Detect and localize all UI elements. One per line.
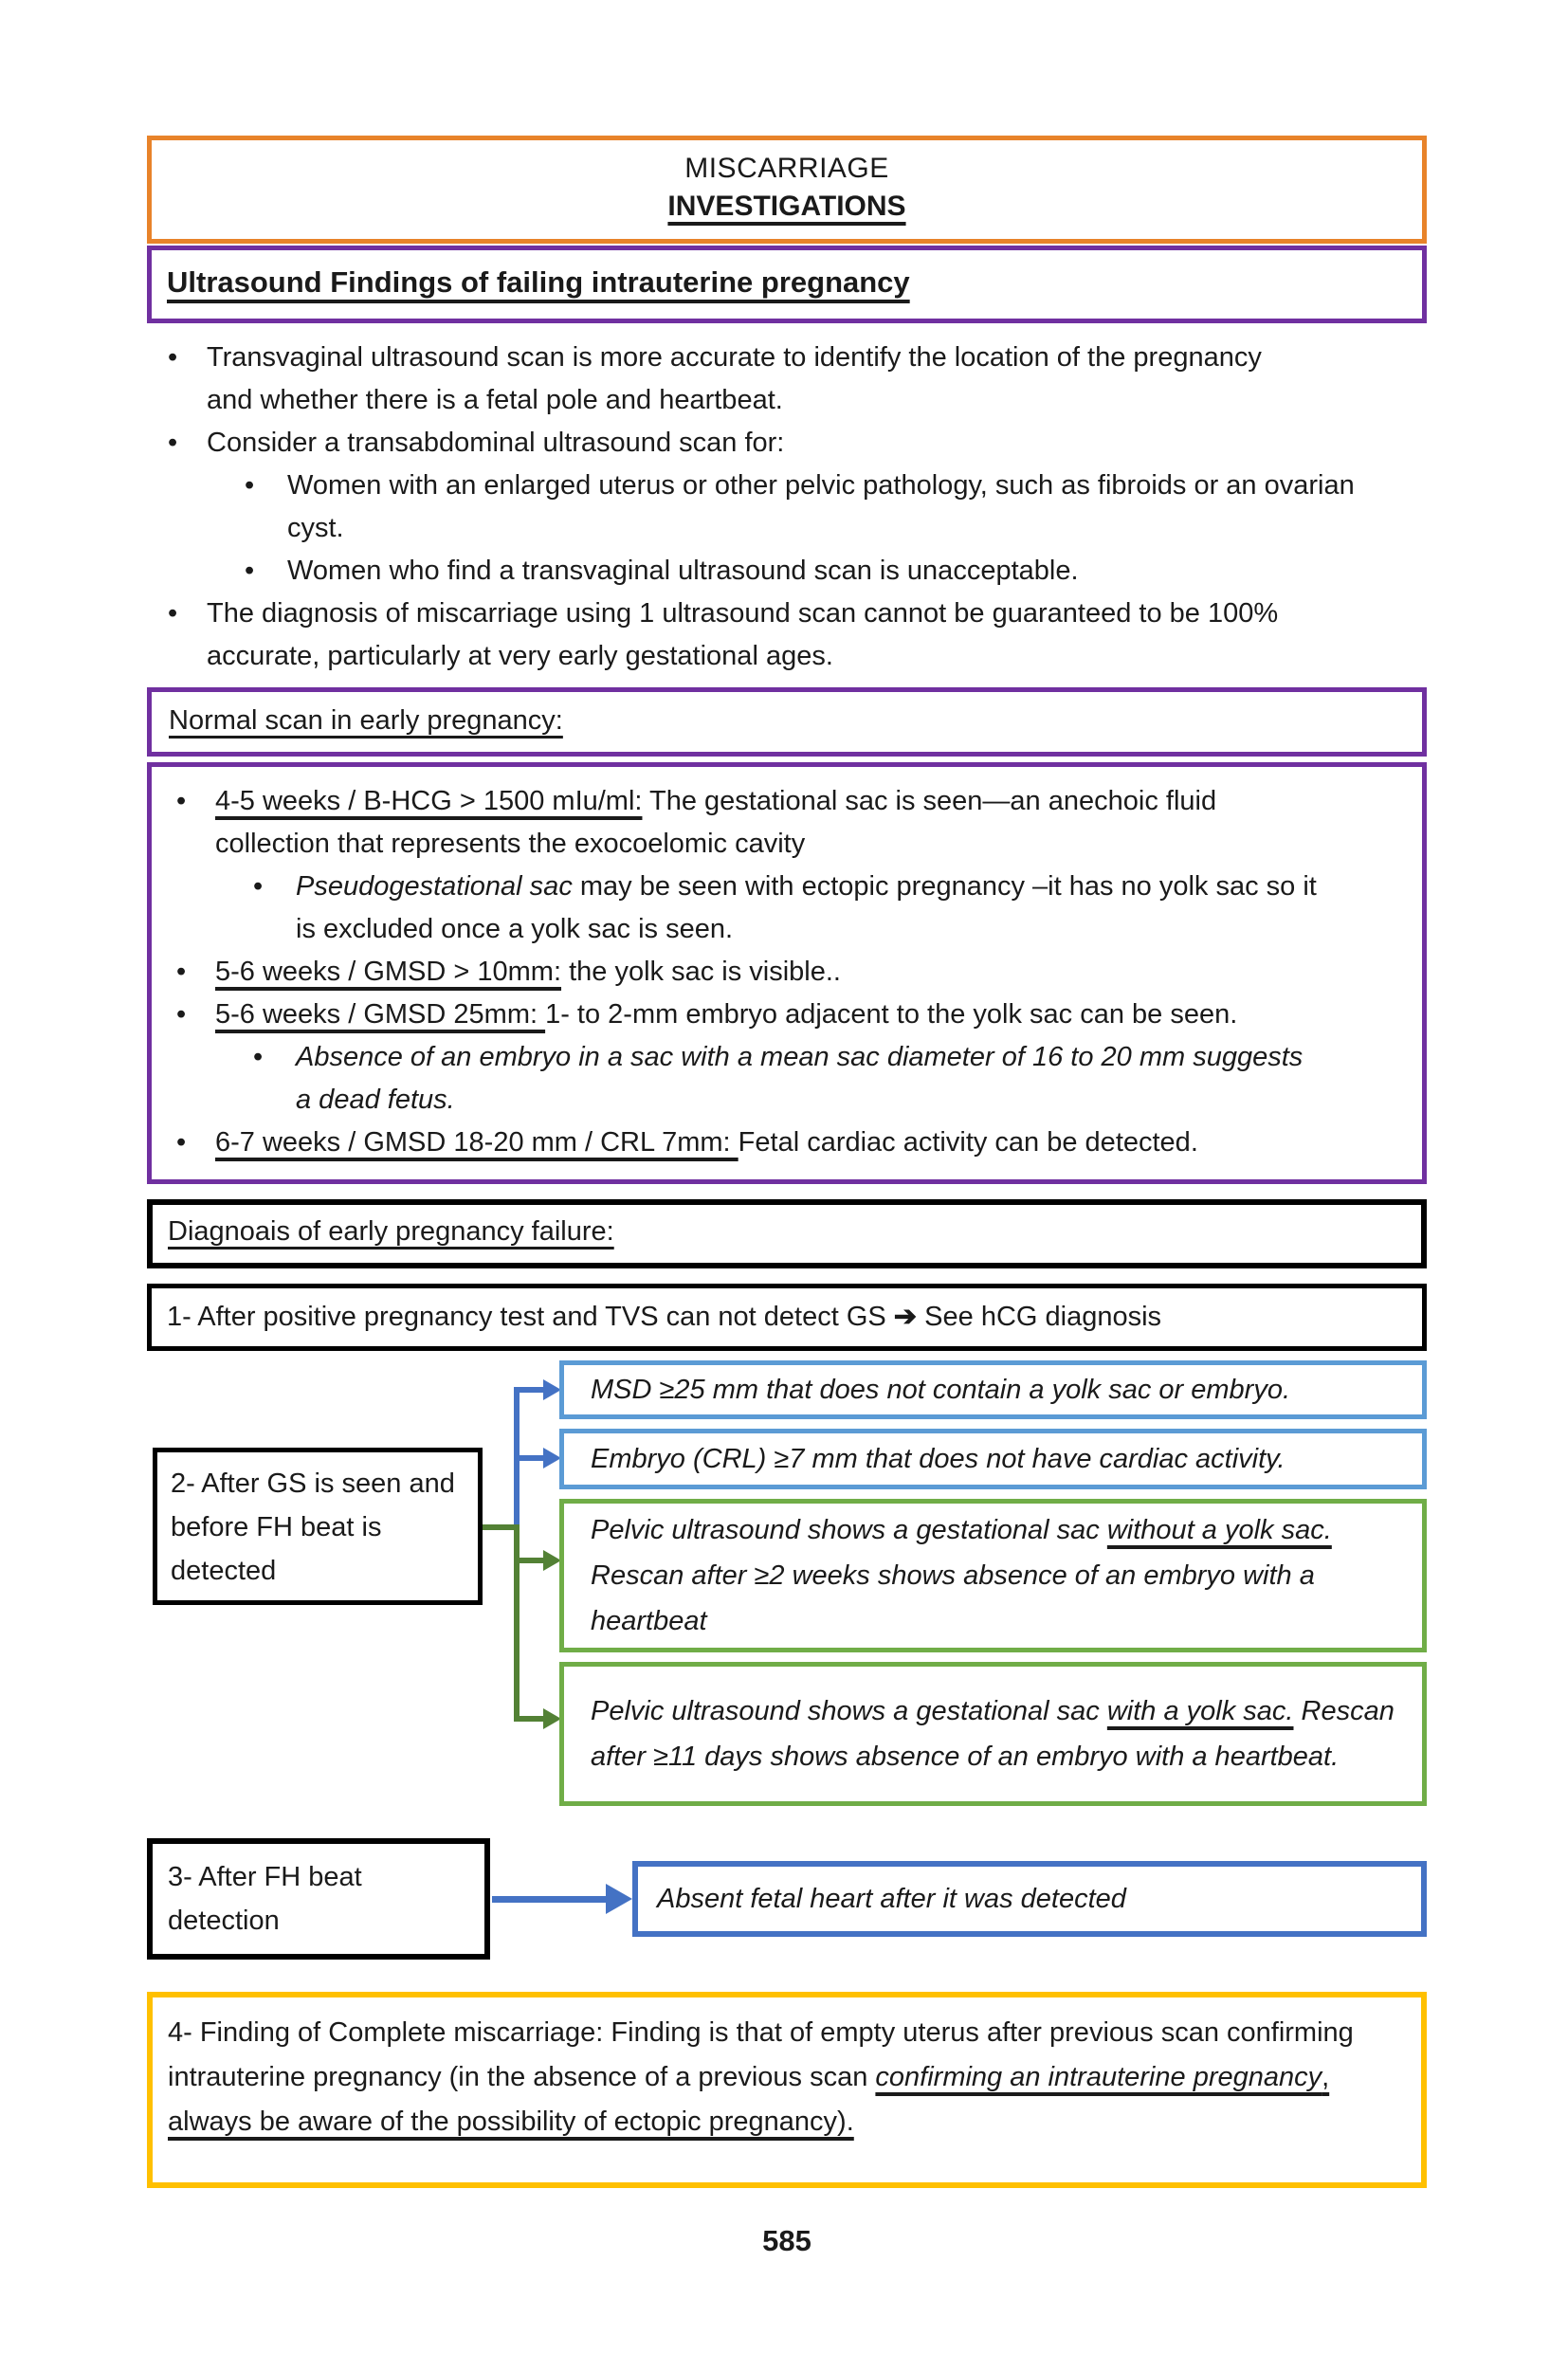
bullet-text: 5-6 weeks / GMSD 25mm: 1- to 2-mm embryo adjacent to the yolk sac can be seen.: [215, 999, 1238, 1030]
normal-scan-heading-box: [147, 687, 1427, 757]
step2-outcome-blue-2: [559, 1429, 1427, 1489]
normal-scan-heading: Normal scan in early pregnancy:: [169, 705, 563, 736]
connector-line-green: [481, 1527, 545, 1719]
outcome-text: Absent fetal heart after it was detected: [657, 1883, 1126, 1914]
bullet-item: [147, 593, 1427, 678]
bullet-item: [155, 1036, 1413, 1122]
bullet-item: [147, 465, 1427, 550]
normal-scan-body-box: [147, 762, 1427, 1184]
step4-text: 4- Finding of Complete miscarriage: Finding is that of empty uterus after previous scan confirming intrauterine pregnancy (in the absence of a previous scan confirming an intrauterine pregnancy, always be aware of the possibility of ectopic pregnancy).: [168, 2017, 1354, 2137]
step3-label: 3- After FH beat detection: [168, 1862, 362, 1936]
step3-outcome-box: [632, 1861, 1427, 1937]
step2-label: 2- After GS is seen and before FH beat is detected: [171, 1468, 455, 1586]
page-number: 585: [762, 2224, 811, 2257]
right-arrow-icon: [492, 1884, 632, 1914]
step2-outcome-green-2: [559, 1662, 1427, 1806]
bullet-text: Absence of an embryo in a sac with a mean sac diameter of 16 to 20 mm suggests a dead fetus.: [296, 1042, 1304, 1115]
intro-bullet-list: [147, 337, 1427, 678]
bullet-text: Women with an enlarged uterus or other pelvic pathology, such as fibroids or an ovarian cyst.: [287, 470, 1355, 543]
bullet-text: Pseudogestational sac may be seen with ectopic pregnancy –it has no yolk sac so it is excluded once a yolk sac is seen.: [296, 871, 1317, 944]
bullet-item: [155, 951, 1413, 994]
bullet-text: Consider a transabdominal ultrasound scan for:: [207, 428, 785, 458]
normal-scan-bullet-list: [155, 780, 1413, 1164]
step3-box: [147, 1838, 490, 1960]
document-page: [0, 136, 1568, 2353]
bullet-item: [155, 994, 1413, 1036]
section-heading: Ultrasound Findings of failing intrauterine pregnancy: [167, 265, 910, 299]
bullet-item: [147, 337, 1427, 422]
outcome-text: Pelvic ultrasound shows a gestational sac with a yolk sac. Rescan after ≥11 days shows absence of an embryo with a heartbeat.: [591, 1696, 1395, 1772]
bullet-item: [155, 780, 1413, 866]
step1-box: [147, 1284, 1427, 1351]
document-title: MISCARRIAGE: [684, 153, 889, 184]
arrow-shaft: [492, 1896, 606, 1903]
bullet-text: The diagnosis of miscarriage using 1 ultrasound scan cannot be guaranteed to be 100% accurate, particularly at very early gestational ages.: [207, 598, 1279, 671]
step1-text: 1- After positive pregnancy test and TVS can not detect GS ➔ See hCG diagnosis: [167, 1302, 1162, 1332]
arrow-head: [606, 1884, 632, 1914]
step2-outcome-green-1: [559, 1499, 1427, 1652]
bullet-text: 4-5 weeks / B-HCG > 1500 mIu/ml: The gestational sac is seen—an anechoic fluid collection that represents the exocoelomic cavity: [215, 786, 1217, 859]
bullet-item: [155, 866, 1413, 951]
diagnosis-heading-box: [147, 1199, 1427, 1268]
bullet-text: 5-6 weeks / GMSD > 10mm: the yolk sac is visible..: [215, 957, 841, 987]
bullet-item: [147, 550, 1427, 593]
section-heading-box: [147, 246, 1427, 323]
step2-box: [153, 1448, 483, 1605]
bullet-text: Women who find a transvaginal ultrasound scan is unacceptable.: [287, 556, 1079, 586]
content-column: [147, 136, 1427, 2258]
bullet-item: [155, 1122, 1413, 1164]
step3-row: [147, 1838, 1427, 1960]
bullet-text: Transvaginal ultrasound scan is more accurate to identify the location of the pregnancy and whether there is a fetal pole and heartbeat.: [207, 342, 1262, 415]
outcome-text: MSD ≥25 mm that does not contain a yolk sac or embryo.: [591, 1375, 1291, 1405]
title-box: [147, 136, 1427, 244]
bullet-text: 6-7 weeks / GMSD 18-20 mm / CRL 7mm: Fetal cardiac activity can be detected.: [215, 1127, 1198, 1158]
document-subtitle: INVESTIGATIONS: [667, 191, 906, 222]
outcome-text: Embryo (CRL) ≥7 mm that does not have cardiac activity.: [591, 1444, 1285, 1474]
step4-box: [147, 1992, 1427, 2188]
diagnosis-heading: Diagnoais of early pregnancy failure:: [168, 1216, 614, 1247]
step2-flow-diagram: [147, 1357, 1427, 1810]
outcome-text: Pelvic ultrasound shows a gestational sac without a yolk sac. Rescan after ≥2 weeks shows absence of an embryo with a heartbeat: [591, 1515, 1332, 1636]
step2-outcome-blue-1: [559, 1360, 1427, 1419]
bullet-item: [147, 422, 1427, 465]
